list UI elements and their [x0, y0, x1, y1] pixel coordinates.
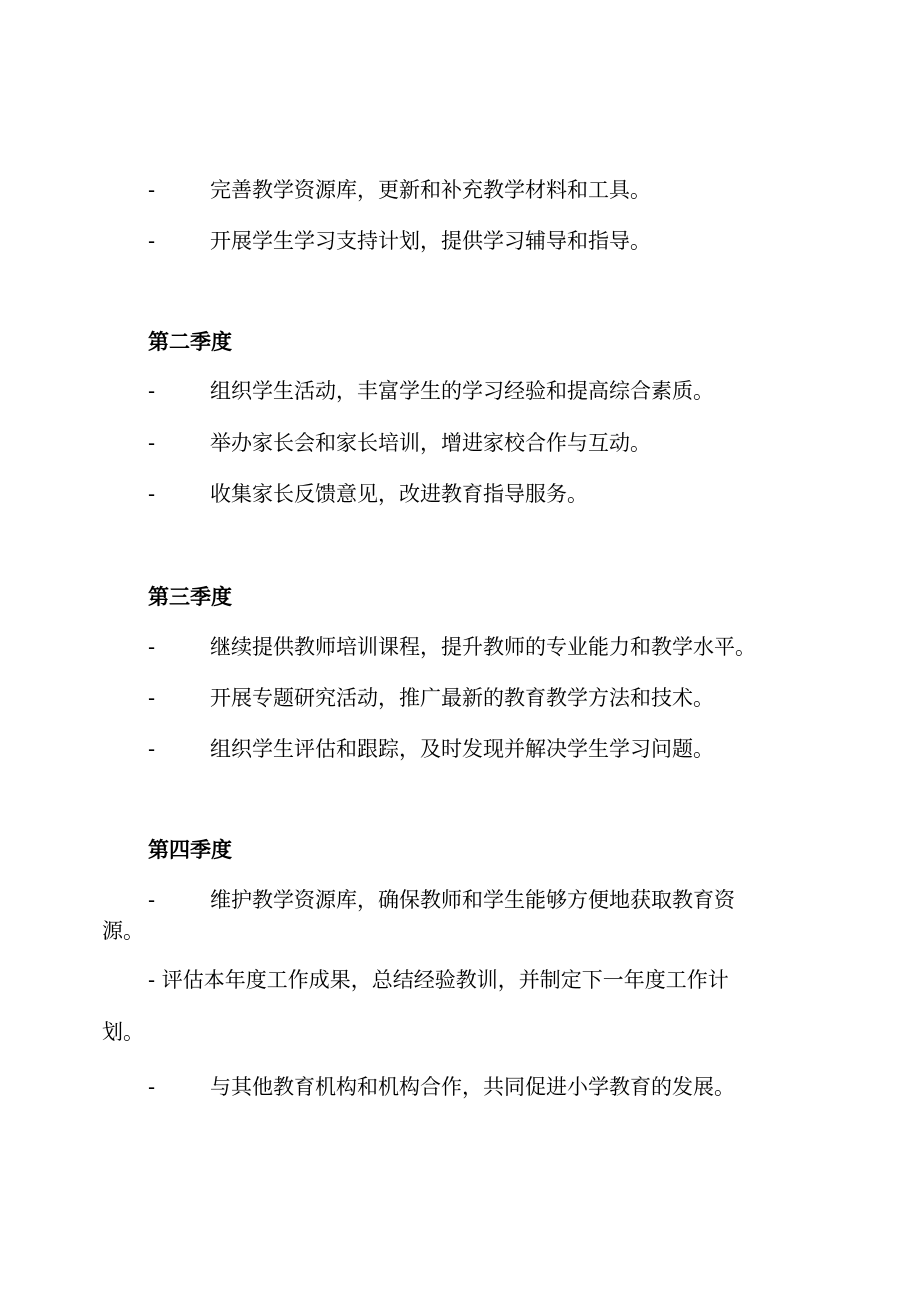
list-item — [148, 224, 820, 258]
section-heading-q4: 第四季度 — [148, 838, 232, 862]
list-item — [148, 732, 820, 766]
bullet-dash: - — [148, 379, 156, 403]
list-item-text: 组织学生评估和跟踪，及时发现并解决学生学习问题。 — [210, 737, 714, 761]
list-item-text: 开展学生学习支持计划，提供学习辅导和指导。 — [210, 229, 651, 253]
bullet-dash: - — [148, 431, 156, 455]
list-item — [148, 374, 820, 408]
bullet-dash: - — [148, 635, 156, 659]
list-item-text: 收集家长反馈意见，改进教育指导服务。 — [210, 482, 588, 506]
list-item-text: 开展专题研究活动，推广最新的教育教学方法和技术。 — [210, 686, 714, 710]
list-item — [148, 630, 820, 664]
bullet-dash: - — [148, 178, 156, 202]
list-item — [148, 681, 820, 715]
list-item-continuation: 划。 — [102, 1020, 144, 1044]
section-heading-q2: 第二季度 — [148, 330, 232, 354]
list-item-text: 与其他教育机构和机构合作，共同促进小学教育的发展。 — [210, 1075, 735, 1099]
bullet-dash: - — [148, 737, 156, 761]
list-item-text: - 评估本年度工作成果，总结经验教训，并制定下一年度工作计 — [148, 968, 729, 992]
list-item — [148, 426, 820, 460]
bullet-dash: - — [148, 1075, 156, 1099]
list-item — [148, 1070, 820, 1104]
bullet-dash: - — [148, 482, 156, 506]
bullet-dash: - — [148, 888, 156, 912]
list-item-text: 维护教学资源库，确保教师和学生能够方便地获取教育资 — [210, 888, 735, 912]
list-item — [148, 173, 820, 207]
section-heading-q3: 第三季度 — [148, 585, 232, 609]
list-item-text: 举办家长会和家长培训，增进家校合作与互动。 — [210, 431, 651, 455]
list-item-continuation: 源。 — [102, 919, 144, 943]
list-item-text: 完善教学资源库，更新和补充教学材料和工具。 — [210, 178, 651, 202]
list-item — [148, 883, 820, 917]
bullet-dash: - — [148, 686, 156, 710]
list-item-text: 继续提供教师培训课程，提升教师的专业能力和教学水平。 — [210, 635, 756, 659]
list-item — [148, 477, 820, 511]
list-item-text: 组织学生活动，丰富学生的学习经验和提高综合素质。 — [210, 379, 714, 403]
bullet-dash: - — [148, 229, 156, 253]
